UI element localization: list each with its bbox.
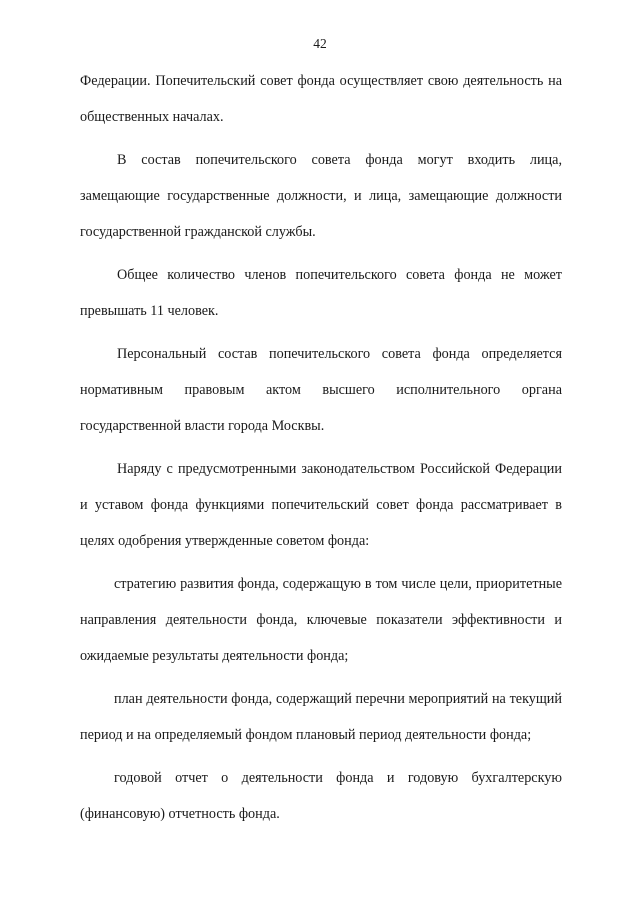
document-body bbox=[80, 63, 562, 839]
paragraph-personal-composition: Персональный состав попечительского совета фонда определяется нормативным правовым актом высшего исполнительного органа государственной власти города Москвы. bbox=[80, 346, 562, 434]
paragraph-board-functions: Наряду с предусмотренными законодательством Российской Федерации и уставом фонда функциями попечительский совет фонда рассматривает в целях одобрения утвержденные советом фонда: bbox=[80, 461, 562, 549]
list-item-annual-report: годовой отчет о деятельности фонда и годовую бухгалтерскую (финансовую) отчетность фонда. bbox=[80, 770, 562, 822]
paragraph-member-count: Общее количество членов попечительского совета фонда не может превышать 11 человек. bbox=[80, 267, 562, 319]
paragraph-continuation: Федерации. Попечительский совет фонда осуществляет свою деятельность на общественных началах. bbox=[80, 73, 562, 125]
list-item-plan: план деятельности фонда, содержащий перечни мероприятий на текущий период и на определяемый фондом плановый период деятельности фонда; bbox=[80, 691, 562, 743]
list-item-strategy: стратегию развития фонда, содержащую в том числе цели, приоритетные направления деятельности фонда, ключевые показатели эффективности и ожидаемые результаты деятельности фонда; bbox=[80, 576, 562, 664]
page-number: 42 bbox=[313, 36, 327, 51]
paragraph-board-composition: В состав попечительского совета фонда могут входить лица, замещающие государственные должности, и лица, замещающие должности государственной гражданской службы. bbox=[80, 152, 562, 240]
